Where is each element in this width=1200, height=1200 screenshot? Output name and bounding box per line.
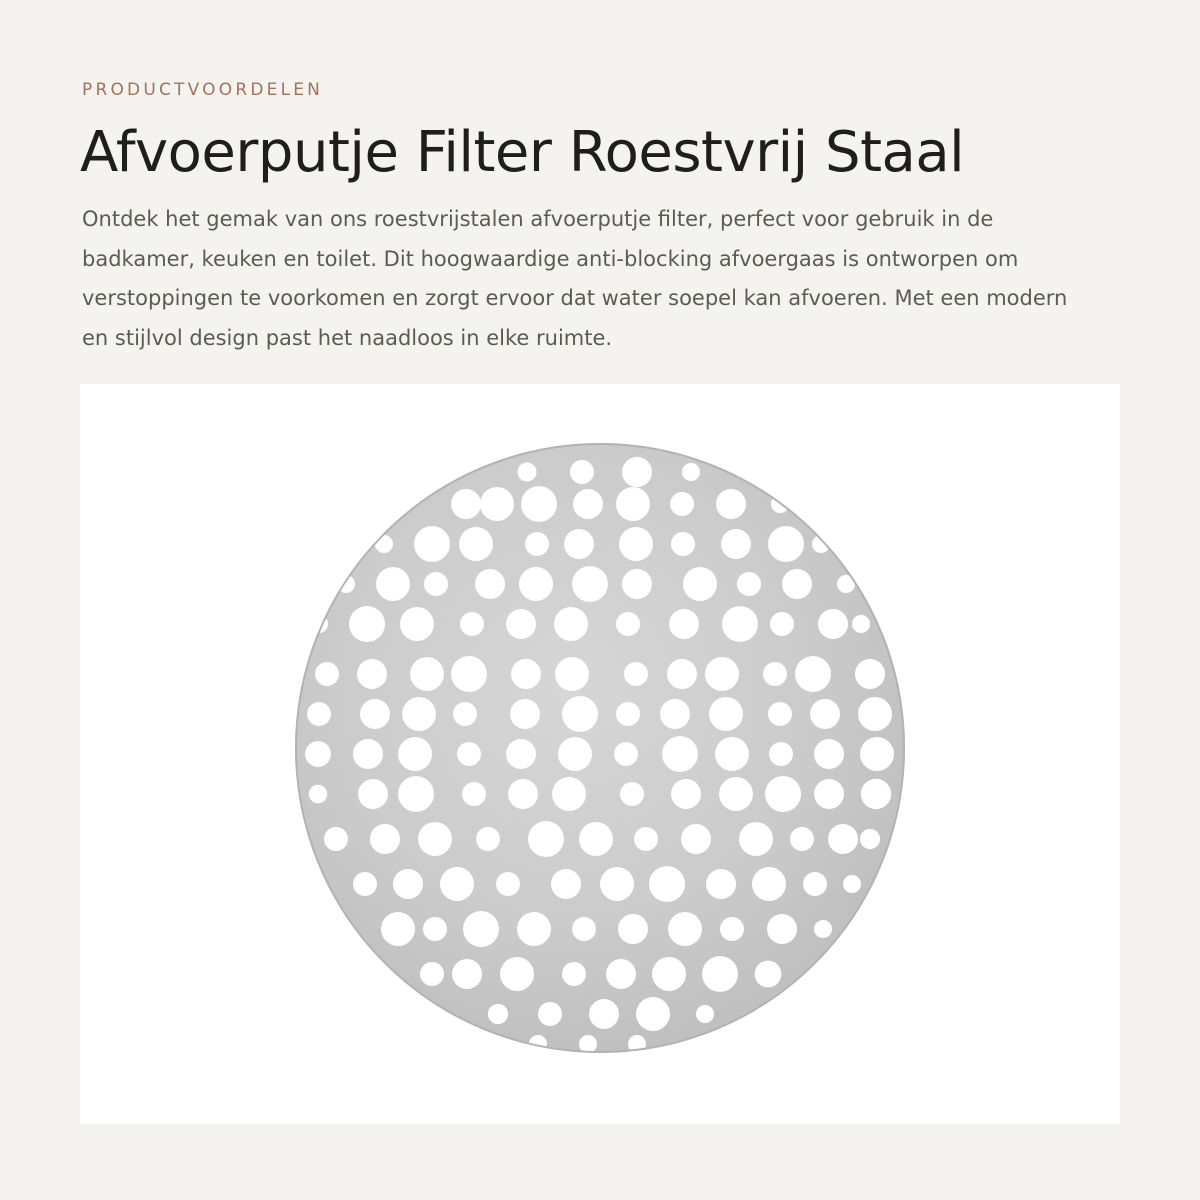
product-description: Ontdek het gemak van ons roestvrijstalen afvoerputje filter, perfect voor gebruik in de badkamer, keuken en toilet. Dit hoogwaardige anti-blocking afvoergaas is ontworpen om verstoppingen te voorkomen en zorgt ervoor dat water soepel kan afvoeren. Met een modern en stijlvol design past het naadloos in elke ruimte. <box>82 207 1068 350</box>
drain-filter-image <box>80 384 1120 1124</box>
product-title: Afvoerputje Filter Roestvrij Staal <box>80 120 965 185</box>
filter-disc <box>295 443 905 1053</box>
eyebrow-label: PRODUCTVOORDELEN <box>82 80 324 100</box>
product-image-panel <box>80 384 1120 1124</box>
